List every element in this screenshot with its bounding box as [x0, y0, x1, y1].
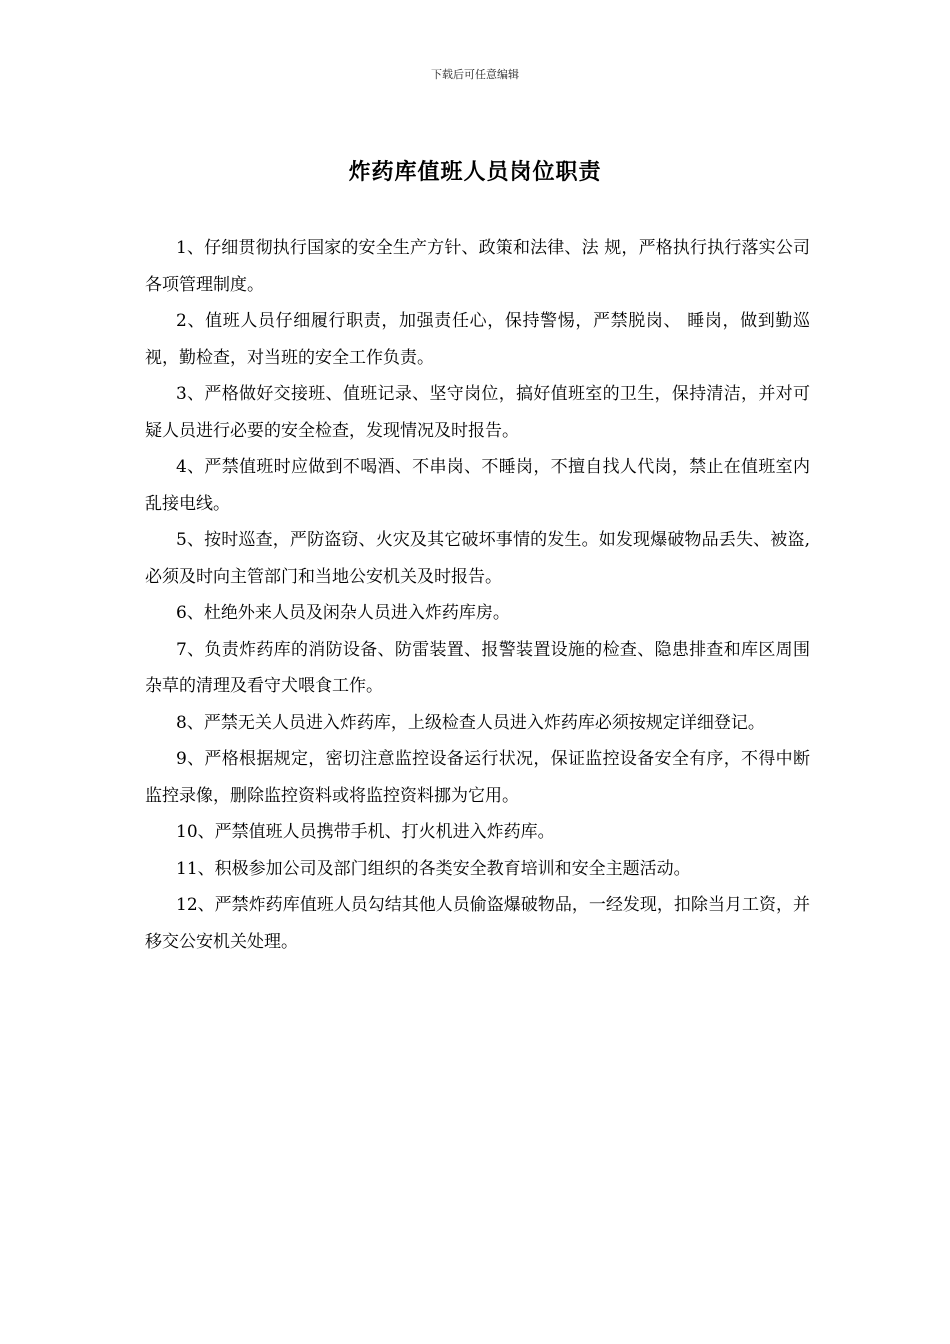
- clause-4: 4、严禁值班时应做到不喝酒、不串岗、不睡岗，不擅自找人代岗，禁止在值班室内乱接电线。: [145, 457, 810, 514]
- clause-9: 9、严格根据规定，密切注意监控设备运行状况，保证监控设备安全有序，不得中断监控录像，删除监控资料或将监控资料挪为它用。: [145, 749, 810, 806]
- clause-12: 12、严禁炸药库值班人员勾结其他人员偷盗爆破物品，一经发现，扣除当月工资，并移交公安机关处理。: [145, 895, 810, 952]
- document-title: 炸药库值班人员岗位职责: [348, 159, 602, 185]
- header-note: 下载后可任意编辑: [431, 68, 519, 81]
- clause-8: 8、严禁无关人员进入炸药库，上级检查人员进入炸药库必须按规定详细登记。: [176, 712, 765, 733]
- clause-2: 2、值班人员仔细履行职责，加强责任心，保持警惕，严禁脱岗、 睡岗，做到勤巡视，勤检查，对当班的安全工作负责。: [145, 311, 810, 368]
- clause-5: 5、按时巡查，严防盗窃、火灾及其它破坏事情的发生。如发现爆破物品丢失、被盗,必须及时向主管部门和当地公安机关及时报告。: [145, 530, 810, 587]
- clause-1: 1、仔细贯彻执行国家的安全生产方针、政策和法律、法 规，严格执行执行落实公司各项管理制度。: [145, 238, 810, 295]
- clause-3: 3、严格做好交接班、值班记录、坚守岗位，搞好值班室的卫生，保持清洁，并对可疑人员进行必要的安全检查，发现情况及时报告。: [145, 384, 810, 441]
- document-body: [145, 230, 810, 960]
- clause-6: 6、杜绝外来人员及闲杂人员进入炸药库房。: [176, 603, 510, 623]
- clause-7: 7、负责炸药库的消防设备、防雷装置、报警装置设施的检查、隐患排查和库区周围杂草的清理及看守犬喂食工作。: [145, 639, 810, 696]
- clause-11: 11、积极参加公司及部门组织的各类安全教育培训和安全主题活动。: [176, 858, 691, 879]
- clause-10: 10、严禁值班人员携带手机、打火机进入炸药库。: [176, 822, 555, 842]
